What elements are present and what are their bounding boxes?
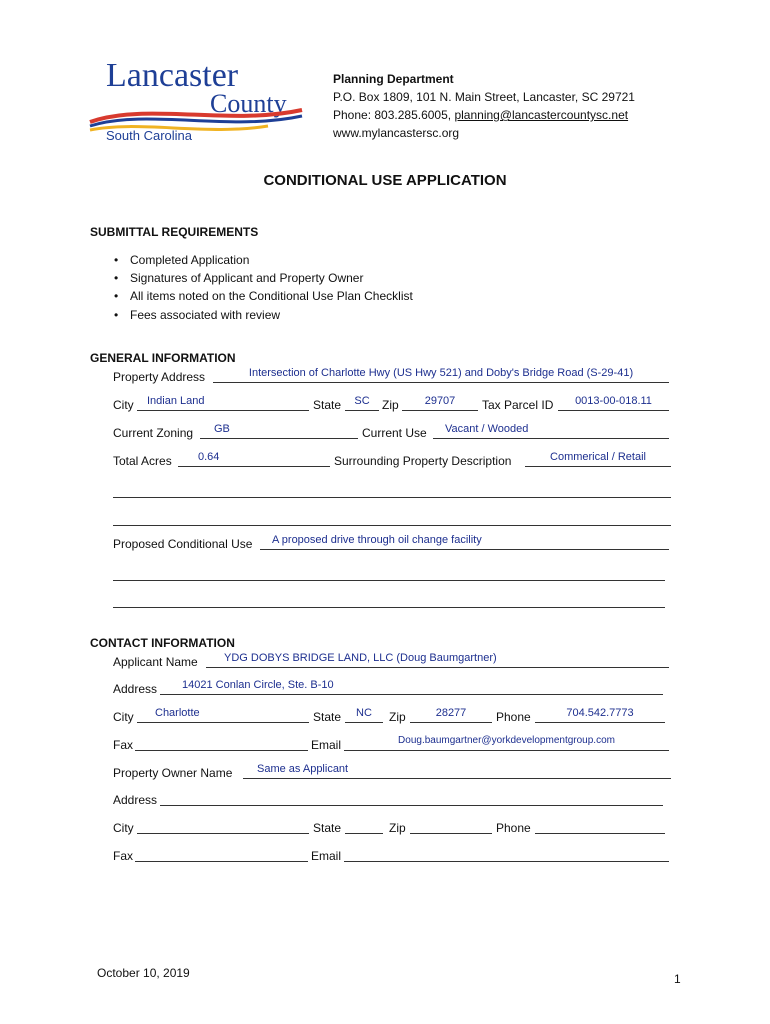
surrounding-label: Surrounding Property Description bbox=[334, 454, 512, 468]
applicant-state-value: NC bbox=[356, 707, 372, 719]
applicant-zip-value: 28277 bbox=[435, 707, 467, 719]
tax-parcel-label: Tax Parcel ID bbox=[482, 398, 554, 412]
surrounding-field[interactable] bbox=[525, 452, 671, 467]
department-phone-line bbox=[333, 106, 635, 124]
applicant-state-field[interactable] bbox=[345, 708, 383, 723]
applicant-address-value: 14021 Conlan Circle, Ste. B-10 bbox=[182, 679, 334, 691]
department-email-link[interactable]: planning@lancastercountysc.net bbox=[454, 108, 629, 122]
city-label: City bbox=[113, 398, 134, 412]
applicant-fax-field[interactable] bbox=[135, 736, 308, 751]
state-label: State bbox=[313, 398, 342, 412]
tax-parcel-field[interactable] bbox=[558, 396, 669, 411]
owner-email-field[interactable] bbox=[344, 847, 669, 862]
current-use-label: Current Use bbox=[362, 426, 427, 440]
proposed-use-continued-line[interactable] bbox=[113, 566, 665, 581]
submittal-item: • All items noted on the Conditional Use Plan Checklist bbox=[112, 287, 413, 305]
department-phone: Phone: 803.285.6005, bbox=[333, 108, 455, 122]
submittal-item: • Fees associated with review bbox=[112, 306, 413, 324]
owner-state-field[interactable] bbox=[345, 819, 383, 834]
applicant-state-label: State bbox=[313, 710, 342, 724]
logo-line2: County bbox=[210, 89, 287, 118]
current-zoning-field[interactable] bbox=[200, 424, 358, 439]
department-website: www.mylancastersc.org bbox=[333, 126, 460, 140]
applicant-phone-field[interactable] bbox=[535, 708, 665, 723]
proposed-use-label: Proposed Conditional Use bbox=[113, 537, 253, 551]
state-value: SC bbox=[354, 395, 370, 407]
submittal-item: • Completed Application bbox=[112, 251, 413, 269]
owner-city-label: City bbox=[113, 821, 134, 835]
applicant-zip-label: Zip bbox=[389, 710, 406, 724]
department-address: P.O. Box 1809, 101 N. Main Street, Lancaster, SC 29721 bbox=[333, 90, 635, 104]
surrounding-value: Commerical / Retail bbox=[550, 451, 646, 463]
property-address-label: Property Address bbox=[113, 370, 206, 384]
submittal-item: • Signatures of Applicant and Property Owner bbox=[112, 269, 413, 287]
proposed-use-continued-line[interactable] bbox=[113, 593, 665, 608]
department-name: Planning Department bbox=[333, 72, 454, 86]
owner-address-label: Address bbox=[113, 793, 158, 807]
header-contact-block bbox=[333, 70, 635, 142]
city-value: Indian Land bbox=[147, 395, 205, 407]
page-number: 1 bbox=[674, 972, 681, 986]
total-acres-field[interactable] bbox=[178, 452, 330, 467]
submittal-list bbox=[112, 251, 413, 324]
county-logo bbox=[88, 56, 308, 146]
applicant-fax-label: Fax bbox=[113, 738, 134, 752]
state-field[interactable] bbox=[345, 396, 379, 411]
total-acres-label: Total Acres bbox=[113, 454, 172, 468]
owner-fax-field[interactable] bbox=[135, 847, 308, 862]
current-use-field[interactable] bbox=[433, 424, 669, 439]
general-heading: GENERAL INFORMATION bbox=[90, 351, 236, 365]
zip-field[interactable] bbox=[402, 396, 478, 411]
applicant-email-field[interactable] bbox=[344, 736, 669, 751]
owner-name-value: Same as Applicant bbox=[257, 763, 349, 775]
owner-fax-label: Fax bbox=[113, 849, 134, 863]
applicant-name-value: YDG DOBYS BRIDGE LAND, LLC (Doug Baumgartner) bbox=[224, 652, 497, 664]
property-address-field[interactable] bbox=[213, 368, 669, 383]
owner-email-label: Email bbox=[311, 849, 342, 863]
owner-name-field[interactable] bbox=[243, 764, 671, 779]
applicant-name-label: Applicant Name bbox=[113, 655, 198, 669]
owner-state-label: State bbox=[313, 821, 342, 835]
contact-heading: CONTACT INFORMATION bbox=[90, 636, 235, 650]
total-acres-value: 0.64 bbox=[198, 451, 220, 463]
applicant-phone-label: Phone bbox=[496, 710, 531, 724]
owner-address-field[interactable] bbox=[160, 791, 663, 806]
applicant-email-value: Doug.baumgartner@yorkdevelopmentgroup.com bbox=[398, 735, 615, 746]
current-zoning-value: GB bbox=[214, 423, 230, 435]
applicant-name-field[interactable] bbox=[206, 653, 669, 668]
logo-line1: Lancaster bbox=[106, 57, 239, 94]
current-zoning-label: Current Zoning bbox=[113, 426, 194, 440]
property-address-value: Intersection of Charlotte Hwy (US Hwy 521) and Doby's Bridge Road (S-29-41) bbox=[248, 367, 634, 379]
zip-label: Zip bbox=[382, 398, 399, 412]
owner-zip-label: Zip bbox=[389, 821, 406, 835]
applicant-email-label: Email bbox=[311, 738, 342, 752]
applicant-city-label: City bbox=[113, 710, 134, 724]
owner-phone-label: Phone bbox=[496, 821, 531, 835]
proposed-use-value: A proposed drive through oil change facility bbox=[272, 534, 482, 546]
owner-city-field[interactable] bbox=[137, 819, 309, 834]
surrounding-continued-line[interactable] bbox=[113, 511, 671, 526]
surrounding-continued-line[interactable] bbox=[113, 483, 671, 498]
owner-name-label: Property Owner Name bbox=[113, 766, 233, 780]
current-use-value: Vacant / Wooded bbox=[445, 423, 529, 435]
applicant-phone-value: 704.542.7773 bbox=[566, 707, 634, 719]
submittal-heading: SUBMITTAL REQUIREMENTS bbox=[90, 225, 259, 239]
applicant-city-value: Charlotte bbox=[155, 707, 200, 719]
applicant-address-field[interactable] bbox=[160, 680, 663, 695]
applicant-city-field[interactable] bbox=[137, 708, 309, 723]
city-field[interactable] bbox=[137, 396, 309, 411]
tax-parcel-value: 0013-00-018.11 bbox=[575, 395, 652, 407]
owner-phone-field[interactable] bbox=[535, 819, 665, 834]
logo-line3: South Carolina bbox=[106, 128, 192, 143]
page-title: CONDITIONAL USE APPLICATION bbox=[263, 172, 507, 189]
proposed-use-field[interactable] bbox=[260, 535, 669, 550]
footer-date: October 10, 2019 bbox=[97, 966, 190, 980]
applicant-zip-field[interactable] bbox=[410, 708, 492, 723]
owner-zip-field[interactable] bbox=[410, 819, 492, 834]
zip-value: 29707 bbox=[424, 395, 456, 407]
applicant-address-label: Address bbox=[113, 682, 158, 696]
